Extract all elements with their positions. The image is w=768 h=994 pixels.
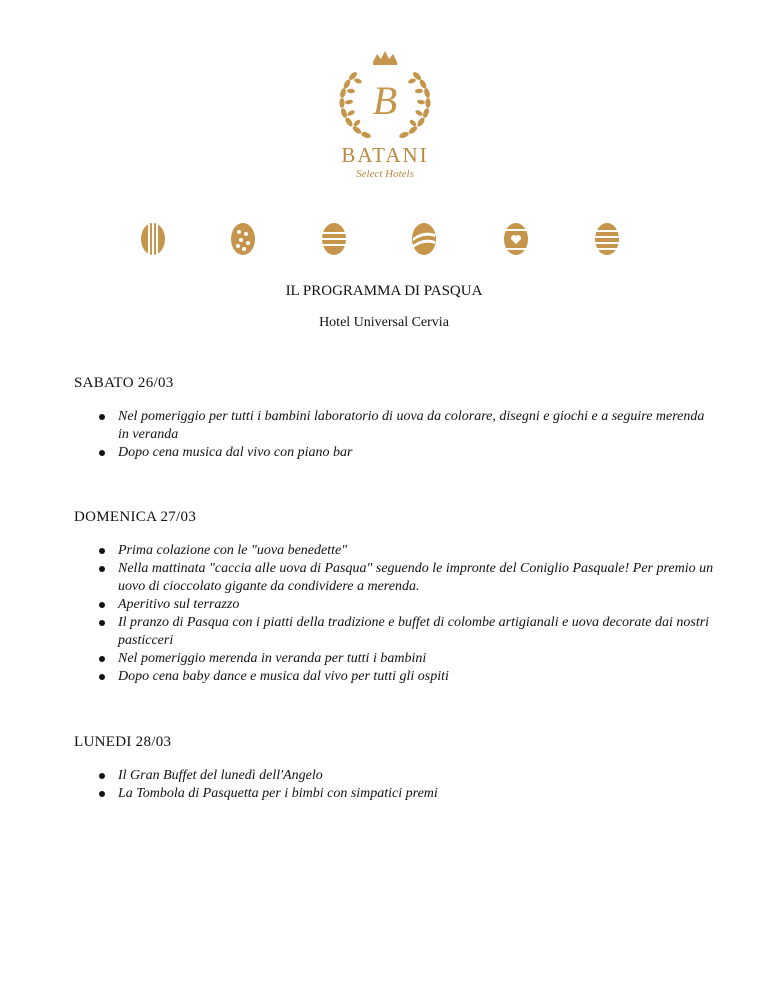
section-sabato — [74, 375, 714, 462]
brand-name: BATANI — [341, 143, 429, 167]
list-item: Il pranzo di Pasqua con i piatti della tradizione e buffet di colombe artigianali e uova decorate dai nostri pasticceri — [74, 614, 714, 650]
item-list — [74, 767, 714, 803]
section-heading: DOMENICA 27/03 — [74, 509, 197, 525]
section-lunedi — [74, 734, 714, 803]
list-item: Dopo cena baby dance e musica dal vivo per tutti gli ospiti — [74, 668, 714, 686]
list-item: Aperitivo sul terrazzo — [74, 596, 714, 614]
section-domenica — [74, 509, 714, 686]
egg-stripes-horizontal-2-icon — [593, 218, 621, 258]
list-item: La Tombola di Pasquetta per i bimbi con simpatici premi — [74, 785, 714, 803]
list-item: Nella mattinata "caccia alle uova di Pasqua" seguendo le impronte del Coniglio Pasquale! Per premio un uovo di cioccolato gigante da condividere a merenda. — [74, 560, 714, 596]
page-subtitle: Hotel Universal Cervia — [319, 315, 449, 330]
brand-tagline: Select Hotels — [356, 168, 414, 180]
section-heading: LUNEDI 28/03 — [74, 734, 172, 750]
easter-eggs-row — [0, 218, 768, 262]
batani-logo — [320, 48, 450, 188]
page-title: IL PROGRAMMA DI PASQUA — [285, 283, 483, 299]
list-item: Il Gran Buffet del lunedì dell'Angelo — [74, 767, 714, 785]
list-item: Nel pomeriggio per tutti i bambini laboratorio di uova da colorare, disegni e giochi e a seguire merenda in veranda — [74, 408, 714, 444]
section-heading: SABATO 26/03 — [74, 375, 174, 391]
laurel-wreath-icon — [320, 48, 450, 148]
list-item: Prima colazione con le "uova benedette" — [74, 542, 714, 560]
list-item: Nel pomeriggio merenda in veranda per tutti i bambini — [74, 650, 714, 668]
monogram: B — [372, 78, 398, 123]
egg-heart-icon — [502, 218, 530, 258]
item-list — [74, 542, 714, 686]
item-list — [74, 408, 714, 462]
egg-stripes-horizontal-icon — [320, 218, 348, 258]
egg-stripes-vertical-icon — [139, 218, 167, 258]
egg-diagonal-icon — [410, 218, 438, 258]
list-item: Dopo cena musica dal vivo con piano bar — [74, 444, 714, 462]
egg-dots-icon — [229, 218, 257, 258]
